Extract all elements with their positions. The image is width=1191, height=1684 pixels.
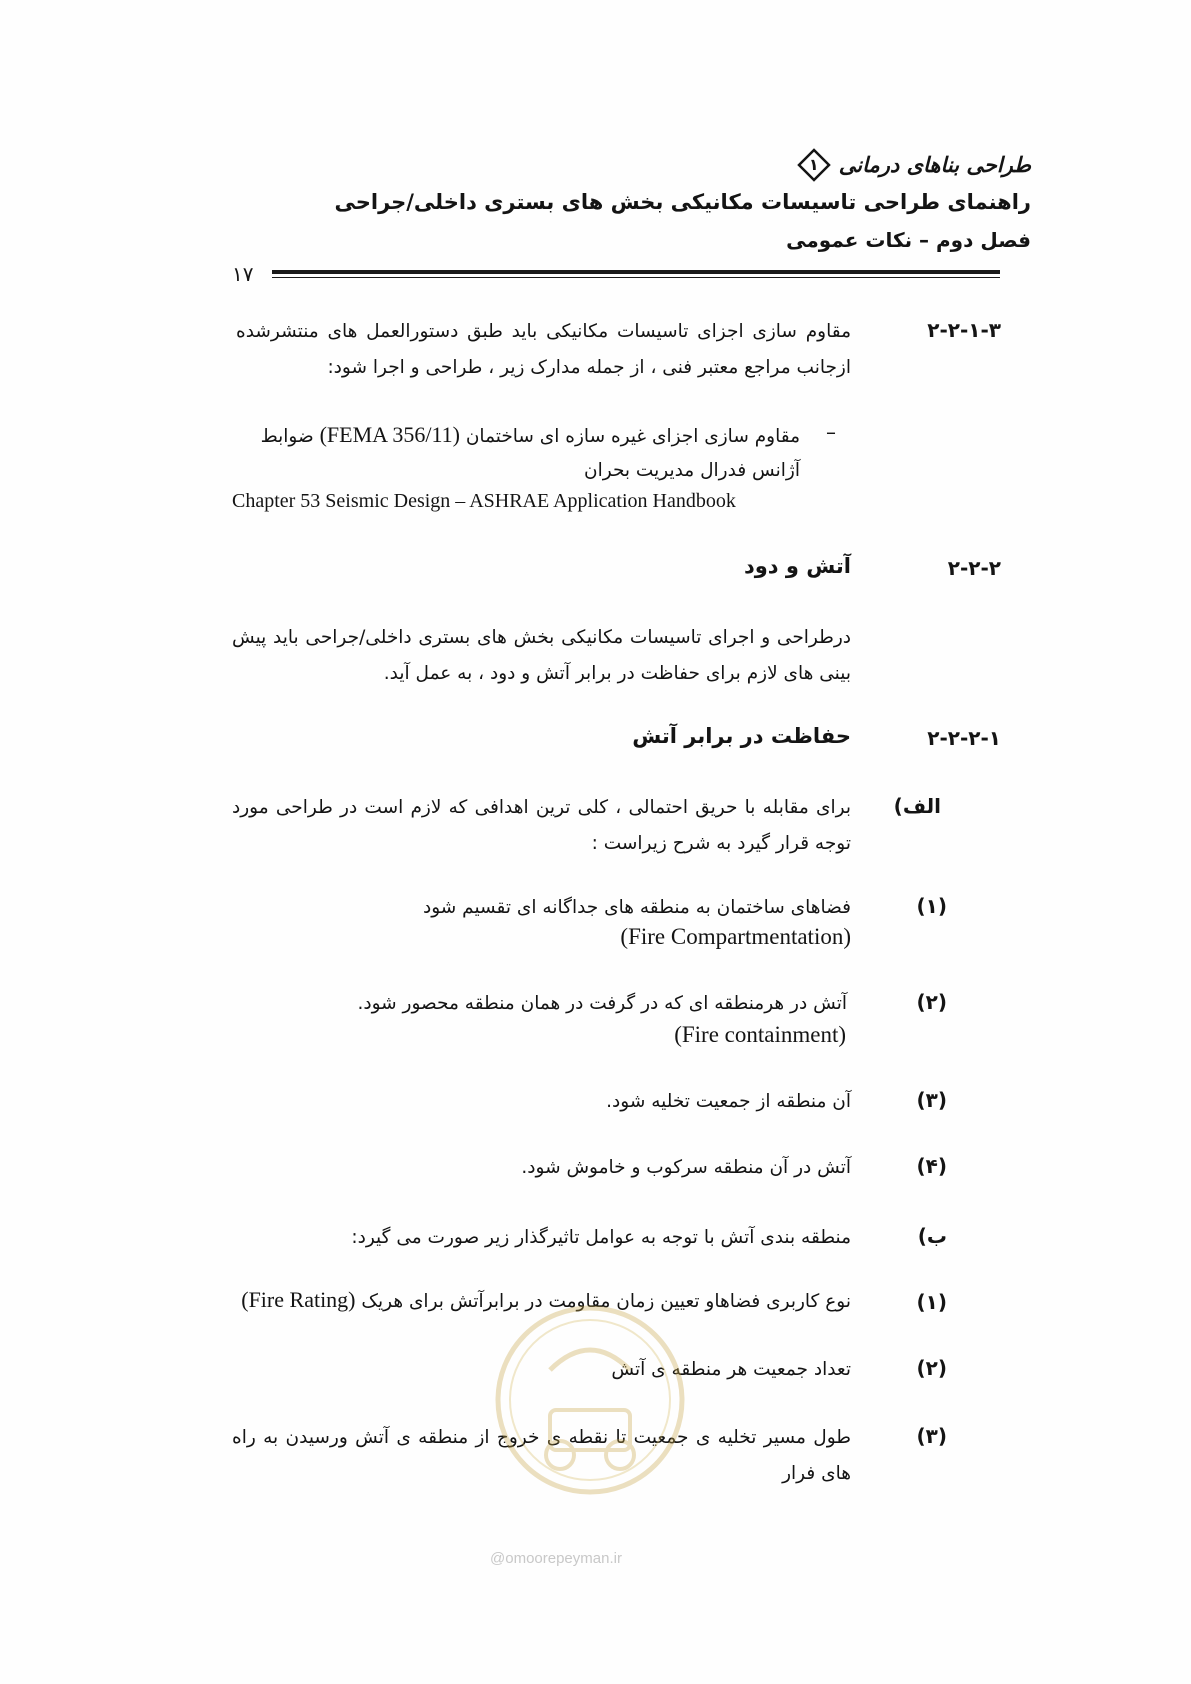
bullet-text-end: ضوابط [260,426,314,447]
item-text: منطقه بندی آتش با توجه به عوامل تاثیرگذار زیر صورت می گیرد: [351,1227,851,1248]
sub-item-text: فضاهای ساختمان به منطقه های جداگانه ای تقسیم شود [422,897,851,918]
section-heading: حفاظت در برابر آتش [632,724,851,748]
bullet-line-2: آژانس فدرال مدیریت بحران [584,460,800,481]
page-number: ۱۷ [232,262,254,286]
series-label: طراحی بناهای درمانی [838,153,1031,177]
bullet-marker: – [826,420,836,444]
section-number: ۲-۲-۲ [947,556,1001,580]
series-number: ۱ [808,155,819,174]
bullet-text: مقاوم سازی اجزای غیره سازه ای ساختمان [465,426,800,447]
bullet-latin: (FEMA 356/11) [319,422,460,447]
sub-item-latin: (Fire containment) [674,1022,846,1047]
sub-item-latin: (Fire Rating) [241,1287,356,1312]
sub-item-number: (۳) [916,1424,947,1448]
watermark-domain: omoorepeyman.ir [505,1550,622,1567]
section-number: ۲-۲-۲-۱ [927,726,1001,750]
item-label: ب) [917,1224,947,1248]
series-title [797,148,1031,182]
sub-item-text: تعداد جمعیت هر منطقه ی آتش [611,1359,851,1380]
sub-item-latin: (Fire Compartmentation) [620,924,851,949]
header-rule-thick [272,270,1000,274]
section-heading: آتش و دود [743,554,851,578]
watermark-text [490,1550,730,1567]
section-text: مقاوم سازی اجزای تاسیسات مکانیکی باید طبق دستورالعمل های منتشرشده ازجانب مراجع معتبر فنی ، از جمله مدارک زیر ، طراحی و اجرا شود: [236,321,851,378]
diamond-number-icon [797,148,831,182]
sub-item-number: (۲) [916,990,947,1014]
watermark-icon: @ [490,1550,506,1567]
sub-item-text: طول مسیر تخلیه ی جمعیت تا نقطه ی خروج از منطقه ی آتش ورسیدن به راه های فرار [232,1427,851,1484]
sub-item-number: (۱) [916,894,947,918]
item-text: برای مقابله با حریق احتمالی ، کلی ترین اهدافی که لازم است در طراحی مورد توجه قرار گیرد به شرح زیراست : [232,797,851,854]
chapter-title: فصل دوم – نکات عمومی [786,228,1031,252]
seal-logo-icon [490,1300,690,1500]
bullet-line [261,418,800,454]
sub-item-text: آتش در هرمنطقه ای که در گرفت در همان منطقه محصور شود. [357,993,847,1014]
sub-item-text: آن منطقه از جمعیت تخلیه شود. [606,1091,851,1112]
reference-text: Chapter 53 Seismic Design – ASHRAE Application Handbook [232,490,736,512]
sub-item-number: (۳) [916,1088,947,1112]
sub-item-number: (۲) [916,1356,947,1380]
item-label: الف) [893,794,941,818]
section-text: درطراحی و اجرای تاسیسات مکانیکی بخش های بستری داخلی/جراحی باید پیش بینی های لازم برای حفاظت در برابر آتش و دود ، به عمل آید. [232,627,851,684]
document-title: راهنمای طراحی تاسیسات مکانیکی بخش های بستری داخلی/جراحی [334,190,1031,214]
header-rule-thin [272,277,1000,278]
section-number: ۲-۲-۱-۳ [927,318,1001,342]
sub-item-text: آتش در آن منطقه سرکوب و خاموش شود. [521,1157,851,1178]
sub-item-text: نوع کاربری فضاهاو تعیین زمان مقاومت در برابرآتش برای هریک [361,1291,851,1312]
sub-item-number: (۴) [916,1154,947,1178]
sub-item-number: (۱) [916,1290,947,1314]
